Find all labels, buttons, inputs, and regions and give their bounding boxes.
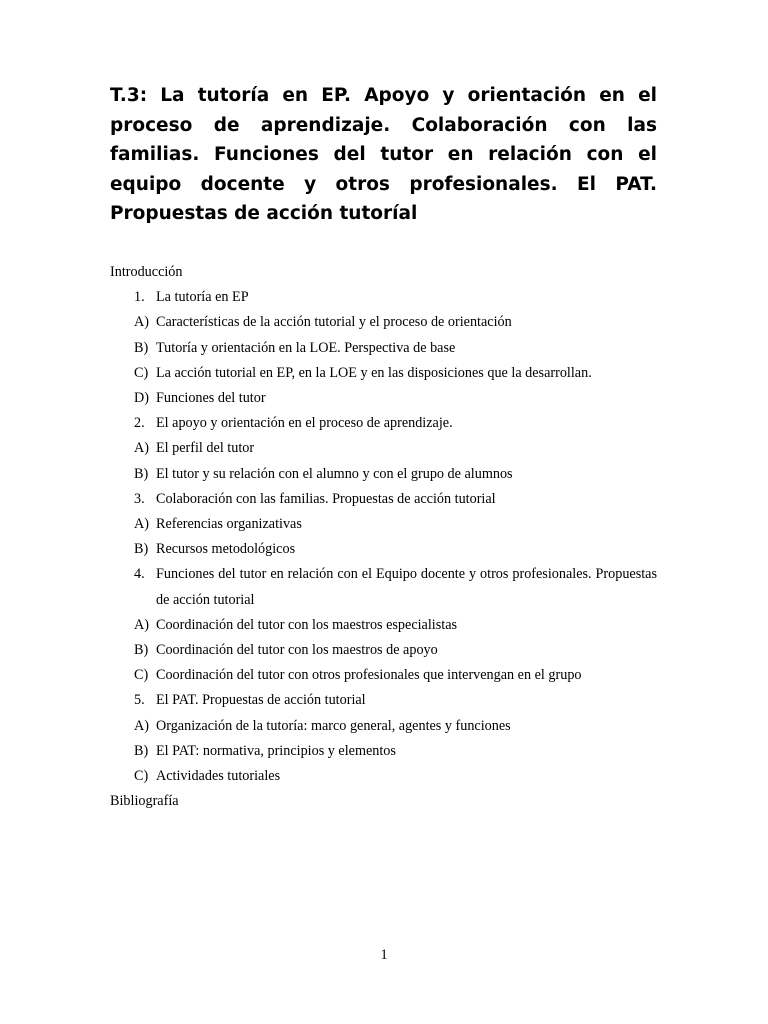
- toc-item: [110, 285, 657, 310]
- toc-item: [110, 512, 657, 537]
- toc-item-text: Actividades tutoriales: [156, 768, 281, 785]
- toc-item: [110, 487, 657, 512]
- toc-item: [110, 613, 657, 638]
- toc-item: [110, 688, 657, 713]
- toc-item-text: Funciones del tutor: [156, 390, 266, 407]
- toc-item-marker: D): [134, 390, 149, 407]
- toc-item: [110, 462, 657, 487]
- toc-item-marker: B): [134, 465, 149, 482]
- toc-item: [110, 764, 657, 789]
- document-title: T.3: La tutoría en EP. Apoyo y orientación en el proceso de aprendizaje. Colaboración con las familias. Funciones del tutor en relación con el equipo docente y otros profesionales. El PAT. Propuestas de acción tutoríal: [110, 85, 657, 225]
- toc-item-text: Referencias organizativas: [156, 516, 302, 533]
- toc-item-marker: 3.: [134, 490, 145, 507]
- toc-item-text: Características de la acción tutorial y el proceso de orientación: [156, 314, 512, 331]
- toc-item-marker: 4.: [134, 566, 145, 583]
- toc-item-text: Coordinación del tutor con los maestros especialistas: [156, 616, 458, 633]
- toc-item-marker: B): [134, 541, 149, 558]
- toc-item-text: El tutor y su relación con el alumno y con el grupo de alumnos: [156, 465, 513, 482]
- toc-item-text: La acción tutorial en EP, en la LOE y en las disposiciones que la desarrollan.: [156, 364, 592, 381]
- toc-item: [110, 310, 657, 335]
- toc-item-text: Funciones del tutor en relación con el Equipo docente y otros profesionales. Propuestas de acción tutorial: [156, 566, 657, 608]
- toc-item: [110, 411, 657, 436]
- toc-item: [110, 386, 657, 411]
- toc-item: [110, 436, 657, 461]
- toc-item-text: Recursos metodológicos: [156, 541, 296, 558]
- toc-item-text: El perfil del tutor: [156, 440, 255, 457]
- toc-item-marker: 1.: [134, 289, 145, 306]
- toc-item-text: El PAT. Propuestas de acción tutorial: [156, 692, 366, 709]
- toc-item-text: Colaboración con las familias. Propuestas de acción tutorial: [156, 490, 496, 507]
- toc-bibliography: Bibliografía: [110, 793, 179, 810]
- toc-item-marker: 5.: [134, 692, 145, 709]
- toc-item-marker: A): [134, 516, 149, 533]
- toc-item-marker: C): [134, 768, 149, 785]
- toc-item-marker: B): [134, 642, 149, 659]
- toc-item: [110, 336, 657, 361]
- page-number: 1: [380, 947, 388, 963]
- toc-item: [110, 361, 657, 386]
- toc-item-marker: A): [134, 616, 149, 633]
- table-of-contents: [110, 260, 657, 814]
- toc-item: [110, 739, 657, 764]
- toc-item: [110, 537, 657, 562]
- toc-item-marker: B): [134, 339, 149, 356]
- toc-item-marker: 2.: [134, 415, 145, 432]
- toc-item-text: El apoyo y orientación en el proceso de aprendizaje.: [156, 415, 453, 432]
- toc-item: [110, 714, 657, 739]
- toc-list: [110, 285, 657, 789]
- toc-item-marker: A): [134, 717, 149, 734]
- toc-item: [110, 638, 657, 663]
- toc-item-text: El PAT: normativa, principios y elementos: [156, 742, 396, 759]
- toc-item-text: Coordinación del tutor con otros profesionales que intervengan en el grupo: [156, 667, 582, 684]
- toc-item-text: Tutoría y orientación en la LOE. Perspectiva de base: [156, 339, 456, 356]
- toc-item-marker: A): [134, 440, 149, 457]
- toc-item-marker: C): [134, 364, 149, 381]
- toc-item-marker: A): [134, 314, 149, 331]
- toc-item: [110, 562, 657, 612]
- toc-item-text: La tutoría en EP: [156, 289, 249, 306]
- toc-item: [110, 663, 657, 688]
- toc-item-text: Organización de la tutoría: marco general, agentes y funciones: [156, 717, 511, 734]
- toc-item-text: Coordinación del tutor con los maestros de apoyo: [156, 642, 438, 659]
- toc-item-marker: C): [134, 667, 149, 684]
- toc-item-marker: B): [134, 742, 149, 759]
- toc-introduction: Introducción: [110, 264, 183, 280]
